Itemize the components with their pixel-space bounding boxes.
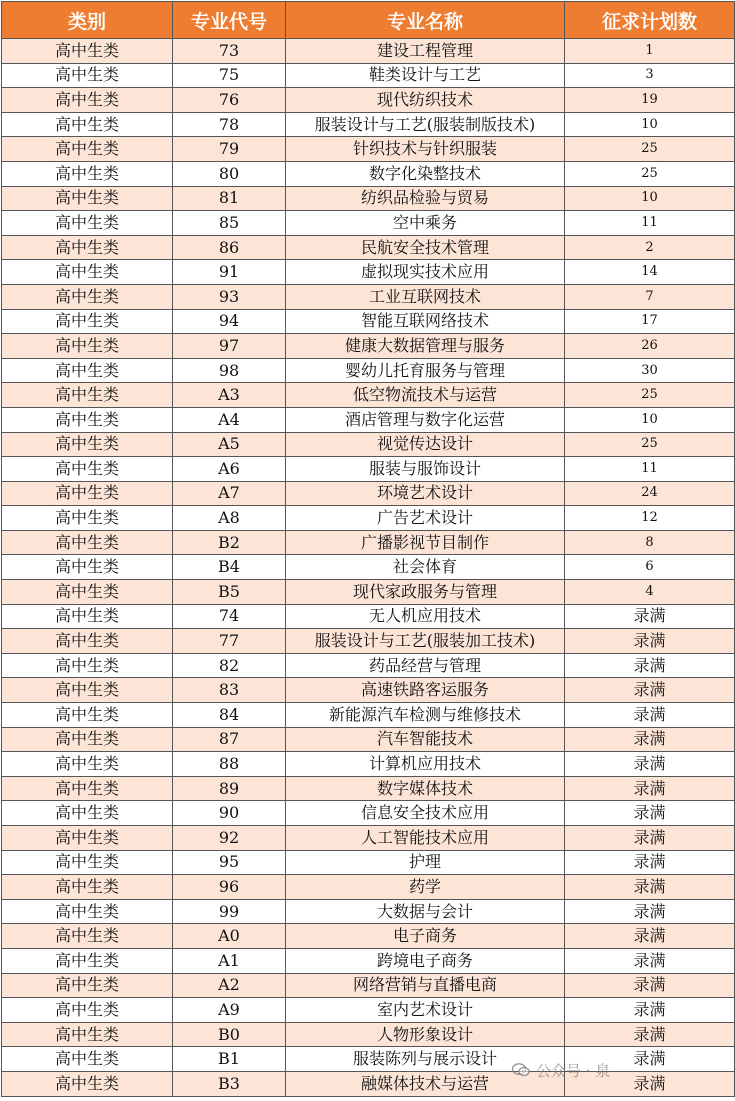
- cell-code: 73: [173, 39, 286, 64]
- cell-plan: 14: [565, 260, 735, 285]
- column-header-plan: 征求计划数: [565, 2, 735, 39]
- table-row: [2, 826, 735, 851]
- cell-code: A6: [173, 457, 286, 482]
- cell-plan: 录满: [565, 948, 735, 973]
- cell-category: 高中生类: [2, 211, 173, 236]
- cell-name: 针织技术与针织服装: [286, 137, 565, 162]
- cell-code: 93: [173, 284, 286, 309]
- cell-code: 99: [173, 899, 286, 924]
- table-row: [2, 752, 735, 777]
- cell-plan: 录满: [565, 1071, 735, 1096]
- cell-plan: 2: [565, 235, 735, 260]
- cell-name: 人工智能技术应用: [286, 826, 565, 851]
- table-row: [2, 39, 735, 64]
- cell-name: 视觉传达设计: [286, 432, 565, 457]
- cell-category: 高中生类: [2, 161, 173, 186]
- table-row: [2, 186, 735, 211]
- cell-plan: 25: [565, 161, 735, 186]
- enrollment-table: [1, 1, 735, 1097]
- cell-plan: 录满: [565, 924, 735, 949]
- cell-name: 社会体育: [286, 555, 565, 580]
- table-row: [2, 260, 735, 285]
- cell-name: 融媒体技术与运营: [286, 1071, 565, 1096]
- cell-name: 空中乘务: [286, 211, 565, 236]
- cell-category: 高中生类: [2, 457, 173, 482]
- cell-code: A4: [173, 407, 286, 432]
- cell-code: 91: [173, 260, 286, 285]
- cell-code: B1: [173, 1047, 286, 1072]
- cell-category: 高中生类: [2, 88, 173, 113]
- cell-name: 工业互联网技术: [286, 284, 565, 309]
- cell-code: A5: [173, 432, 286, 457]
- cell-name: 服装设计与工艺(服装制版技术): [286, 112, 565, 137]
- table-row: [2, 580, 735, 605]
- cell-code: A7: [173, 481, 286, 506]
- header-row: [2, 2, 735, 39]
- cell-category: 高中生类: [2, 383, 173, 408]
- cell-category: 高中生类: [2, 727, 173, 752]
- cell-plan: 19: [565, 88, 735, 113]
- cell-plan: 录满: [565, 801, 735, 826]
- cell-code: A9: [173, 998, 286, 1023]
- cell-category: 高中生类: [2, 39, 173, 64]
- table-row: [2, 1022, 735, 1047]
- cell-name: 服装与服饰设计: [286, 457, 565, 482]
- cell-category: 高中生类: [2, 1047, 173, 1072]
- cell-category: 高中生类: [2, 604, 173, 629]
- cell-plan: 录满: [565, 604, 735, 629]
- cell-category: 高中生类: [2, 530, 173, 555]
- cell-code: B2: [173, 530, 286, 555]
- table-row: [2, 457, 735, 482]
- cell-category: 高中生类: [2, 752, 173, 777]
- cell-category: 高中生类: [2, 875, 173, 900]
- table-row: [2, 161, 735, 186]
- cell-name: 计算机应用技术: [286, 752, 565, 777]
- cell-category: 高中生类: [2, 63, 173, 88]
- cell-name: 环境艺术设计: [286, 481, 565, 506]
- cell-category: 高中生类: [2, 137, 173, 162]
- table-row: [2, 604, 735, 629]
- cell-name: 酒店管理与数字化运营: [286, 407, 565, 432]
- cell-category: 高中生类: [2, 776, 173, 801]
- cell-code: 96: [173, 875, 286, 900]
- cell-plan: 4: [565, 580, 735, 605]
- cell-name: 人物形象设计: [286, 1022, 565, 1047]
- cell-plan: 录满: [565, 875, 735, 900]
- table-row: [2, 235, 735, 260]
- column-header-code: 专业代号: [173, 2, 286, 39]
- cell-name: 汽车智能技术: [286, 727, 565, 752]
- cell-code: 98: [173, 358, 286, 383]
- cell-plan: 录满: [565, 776, 735, 801]
- cell-category: 高中生类: [2, 555, 173, 580]
- table-row: [2, 211, 735, 236]
- table-row: [2, 555, 735, 580]
- cell-category: 高中生类: [2, 850, 173, 875]
- cell-name: 纺织品检验与贸易: [286, 186, 565, 211]
- cell-code: 81: [173, 186, 286, 211]
- cell-name: 护理: [286, 850, 565, 875]
- cell-plan: 11: [565, 211, 735, 236]
- cell-code: B3: [173, 1071, 286, 1096]
- cell-name: 民航安全技术管理: [286, 235, 565, 260]
- cell-category: 高中生类: [2, 899, 173, 924]
- cell-code: 90: [173, 801, 286, 826]
- cell-plan: 录满: [565, 826, 735, 851]
- cell-code: 78: [173, 112, 286, 137]
- cell-code: B0: [173, 1022, 286, 1047]
- cell-name: 药学: [286, 875, 565, 900]
- cell-plan: 录满: [565, 703, 735, 728]
- cell-category: 高中生类: [2, 260, 173, 285]
- table-row: [2, 998, 735, 1023]
- cell-plan: 17: [565, 309, 735, 334]
- cell-name: 大数据与会计: [286, 899, 565, 924]
- table-row: [2, 407, 735, 432]
- cell-name: 高速铁路客运服务: [286, 678, 565, 703]
- cell-plan: 12: [565, 506, 735, 531]
- cell-name: 现代纺织技术: [286, 88, 565, 113]
- cell-code: 79: [173, 137, 286, 162]
- cell-code: 88: [173, 752, 286, 777]
- cell-name: 服装设计与工艺(服装加工技术): [286, 629, 565, 654]
- cell-code: A8: [173, 506, 286, 531]
- table-row: [2, 1071, 735, 1096]
- cell-name: 婴幼儿托育服务与管理: [286, 358, 565, 383]
- cell-category: 高中生类: [2, 801, 173, 826]
- cell-plan: 10: [565, 407, 735, 432]
- table-row: [2, 850, 735, 875]
- cell-code: 86: [173, 235, 286, 260]
- table-row: [2, 383, 735, 408]
- cell-code: 94: [173, 309, 286, 334]
- cell-category: 高中生类: [2, 1022, 173, 1047]
- cell-category: 高中生类: [2, 112, 173, 137]
- cell-category: 高中生类: [2, 924, 173, 949]
- cell-code: 92: [173, 826, 286, 851]
- cell-plan: 6: [565, 555, 735, 580]
- table-row: [2, 924, 735, 949]
- table-row: [2, 530, 735, 555]
- cell-name: 低空物流技术与运营: [286, 383, 565, 408]
- table-row: [2, 678, 735, 703]
- cell-category: 高中生类: [2, 432, 173, 457]
- cell-name: 鞋类设计与工艺: [286, 63, 565, 88]
- table-row: [2, 727, 735, 752]
- cell-plan: 11: [565, 457, 735, 482]
- cell-name: 新能源汽车检测与维修技术: [286, 703, 565, 728]
- cell-code: 80: [173, 161, 286, 186]
- cell-name: 无人机应用技术: [286, 604, 565, 629]
- cell-plan: 录满: [565, 1047, 735, 1072]
- table-row: [2, 776, 735, 801]
- cell-name: 广播影视节目制作: [286, 530, 565, 555]
- cell-category: 高中生类: [2, 186, 173, 211]
- table-row: [2, 358, 735, 383]
- cell-category: 高中生类: [2, 481, 173, 506]
- cell-category: 高中生类: [2, 998, 173, 1023]
- cell-category: 高中生类: [2, 506, 173, 531]
- cell-plan: 8: [565, 530, 735, 555]
- cell-category: 高中生类: [2, 358, 173, 383]
- table-row: [2, 112, 735, 137]
- cell-plan: 录满: [565, 752, 735, 777]
- table-row: [2, 284, 735, 309]
- cell-plan: 10: [565, 112, 735, 137]
- cell-code: 89: [173, 776, 286, 801]
- cell-code: 76: [173, 88, 286, 113]
- cell-category: 高中生类: [2, 309, 173, 334]
- cell-name: 室内艺术设计: [286, 998, 565, 1023]
- cell-plan: 26: [565, 334, 735, 359]
- cell-category: 高中生类: [2, 973, 173, 998]
- table-row: [2, 506, 735, 531]
- cell-category: 高中生类: [2, 1071, 173, 1096]
- cell-plan: 录满: [565, 727, 735, 752]
- column-header-name: 专业名称: [286, 2, 565, 39]
- table-row: [2, 973, 735, 998]
- cell-plan: 录满: [565, 899, 735, 924]
- cell-name: 信息安全技术应用: [286, 801, 565, 826]
- table-row: [2, 137, 735, 162]
- table-row: [2, 801, 735, 826]
- cell-name: 服装陈列与展示设计: [286, 1047, 565, 1072]
- table-row: [2, 309, 735, 334]
- cell-plan: 25: [565, 383, 735, 408]
- cell-plan: 25: [565, 137, 735, 162]
- cell-name: 电子商务: [286, 924, 565, 949]
- cell-category: 高中生类: [2, 629, 173, 654]
- cell-name: 虚拟现实技术应用: [286, 260, 565, 285]
- cell-name: 现代家政服务与管理: [286, 580, 565, 605]
- cell-name: 建设工程管理: [286, 39, 565, 64]
- cell-category: 高中生类: [2, 580, 173, 605]
- cell-name: 跨境电子商务: [286, 948, 565, 973]
- table-body: [2, 39, 735, 1097]
- table-row: [2, 1047, 735, 1072]
- cell-plan: 录满: [565, 678, 735, 703]
- cell-category: 高中生类: [2, 826, 173, 851]
- cell-code: 75: [173, 63, 286, 88]
- cell-code: 74: [173, 604, 286, 629]
- cell-code: B4: [173, 555, 286, 580]
- cell-plan: 录满: [565, 973, 735, 998]
- table-row: [2, 703, 735, 728]
- cell-plan: 录满: [565, 653, 735, 678]
- cell-name: 智能互联网络技术: [286, 309, 565, 334]
- cell-plan: 24: [565, 481, 735, 506]
- table-row: [2, 629, 735, 654]
- table-row: [2, 481, 735, 506]
- cell-plan: 录满: [565, 998, 735, 1023]
- cell-name: 网络营销与直播电商: [286, 973, 565, 998]
- cell-name: 广告艺术设计: [286, 506, 565, 531]
- cell-plan: 1: [565, 39, 735, 64]
- column-header-category: 类别: [2, 2, 173, 39]
- table-row: [2, 948, 735, 973]
- cell-code: 77: [173, 629, 286, 654]
- cell-code: B5: [173, 580, 286, 605]
- cell-code: A1: [173, 948, 286, 973]
- cell-code: 95: [173, 850, 286, 875]
- cell-plan: 7: [565, 284, 735, 309]
- cell-name: 数字媒体技术: [286, 776, 565, 801]
- cell-category: 高中生类: [2, 653, 173, 678]
- cell-code: 84: [173, 703, 286, 728]
- cell-category: 高中生类: [2, 334, 173, 359]
- cell-name: 药品经营与管理: [286, 653, 565, 678]
- cell-code: 97: [173, 334, 286, 359]
- watermark-text: 公众号 · 泉: [536, 1061, 611, 1080]
- cell-code: A0: [173, 924, 286, 949]
- cell-code: A2: [173, 973, 286, 998]
- cell-category: 高中生类: [2, 407, 173, 432]
- cell-name: 数字化染整技术: [286, 161, 565, 186]
- table-row: [2, 88, 735, 113]
- table-row: [2, 63, 735, 88]
- cell-code: 85: [173, 211, 286, 236]
- cell-category: 高中生类: [2, 678, 173, 703]
- cell-plan: 录满: [565, 850, 735, 875]
- table-row: [2, 432, 735, 457]
- table-row: [2, 653, 735, 678]
- cell-name: 健康大数据管理与服务: [286, 334, 565, 359]
- cell-plan: 25: [565, 432, 735, 457]
- cell-code: A3: [173, 383, 286, 408]
- cell-plan: 录满: [565, 629, 735, 654]
- cell-plan: 10: [565, 186, 735, 211]
- cell-code: 82: [173, 653, 286, 678]
- cell-category: 高中生类: [2, 948, 173, 973]
- cell-plan: 30: [565, 358, 735, 383]
- cell-code: 83: [173, 678, 286, 703]
- table-row: [2, 899, 735, 924]
- cell-plan: 3: [565, 63, 735, 88]
- table-row: [2, 334, 735, 359]
- cell-category: 高中生类: [2, 284, 173, 309]
- cell-category: 高中生类: [2, 703, 173, 728]
- cell-code: 87: [173, 727, 286, 752]
- cell-category: 高中生类: [2, 235, 173, 260]
- table-row: [2, 875, 735, 900]
- cell-plan: 录满: [565, 1022, 735, 1047]
